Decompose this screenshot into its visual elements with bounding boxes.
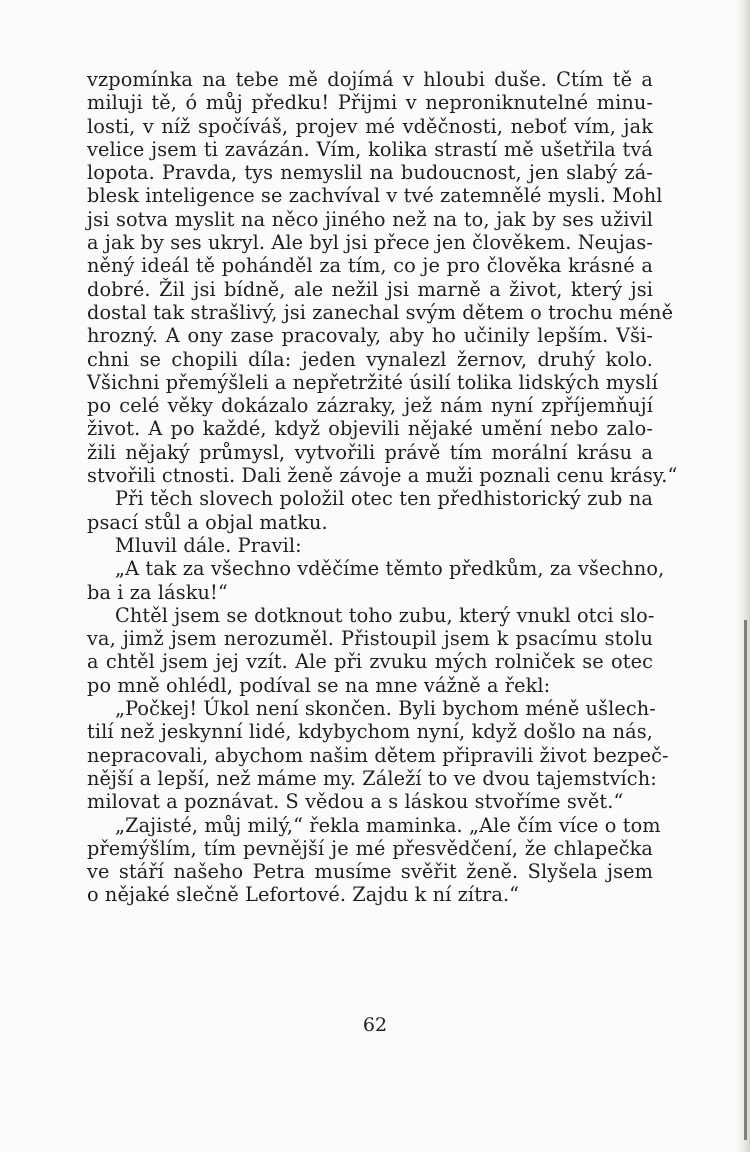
text-line: Všichni přemýšleli a nepřetržité úsilí tolika lidských myslí	[87, 370, 658, 394]
text-line: po celé věky dokázalo zázraky, jež nám nyní zpříjemňují	[87, 394, 653, 418]
page-number: 62	[362, 1014, 388, 1036]
text-line: miluji tě, ó můj předku! Přijmi v neproniknutelné minu-	[87, 91, 653, 115]
text-line: va, jimž jsem nerozuměl. Přistoupil jsem k psacímu stolu	[87, 627, 653, 651]
text-line: jsi sotva myslit na něco jiného než na to, jak by ses uživil	[87, 207, 653, 231]
text-line: losti, v níž spočíváš, projev mé vděčnosti, neboť vím, jak	[87, 114, 653, 138]
text-line: přemýšlím, tím pevnější je mé přesvědčení, že chlapečka	[87, 836, 653, 860]
text-line: chni se chopili díla: jeden vynalezl žernov, druhý kolo.	[87, 347, 653, 371]
text-line: žili nějaký průmysl, vytvořili právě tím morální krásu a	[87, 440, 653, 464]
text-line: Mluvil dále. Pravil:	[115, 533, 302, 557]
text-line: „Počkej! Úkol není skončen. Byli bychom méně ušlech-	[115, 697, 656, 721]
text-line: lopota. Pravda, tys nemyslil na budoucnost, jen slabý zá-	[87, 161, 653, 185]
text-line: něný ideál tě pohánděl za tím, co je pro člověka krásné a	[87, 254, 653, 278]
text-line: nější a lepší, než máme my. Záleží to ve dvou tajemstvích:	[87, 766, 657, 790]
text-line: psací stůl a objal matku.	[87, 510, 328, 534]
text-line: nepracovali, abychom našim dětem připravili život bezpeč-	[87, 743, 669, 767]
text-line: dobré. Žil jsi bídně, ale nežil jsi marně a život, který jsi	[87, 277, 653, 301]
text-line: po mně ohlédl, podíval se na mne vážně a řekl:	[87, 673, 551, 697]
page-edge-shadow	[736, 0, 750, 1152]
text-line: milovat a poznávat. S vědou a s láskou stvoříme svět.“	[87, 790, 624, 814]
text-line: vzpomínka na tebe mě dojímá v hloubi duše. Ctím tě a	[87, 68, 653, 91]
text-line: život. A po každé, když objevili nějaké umění nebo zalo-	[87, 417, 653, 441]
text-line: a chtěl jsem jej vzít. Ale při zvuku mých rolniček se otec	[87, 650, 653, 674]
text-line: blesk inteligence se zachvíval v tvé zatemnělé mysli. Mohl	[87, 184, 663, 208]
body-text	[87, 68, 678, 907]
text-line: dostal tak strašlivý, jsi zanechal svým dětem o trochu méně	[87, 300, 674, 324]
text-line: ba i za lásku!“	[87, 580, 228, 604]
text-line: velice jsem ti zavázán. Vím, kolika strastí mě ušetřila tvá	[87, 137, 653, 161]
text-line: stvořili ctnosti. Dali ženě závoje a muži poznali cenu krásy.“	[87, 464, 678, 488]
text-line: a jak by ses ukryl. Ale byl jsi přece jen člověkem. Neujas-	[87, 231, 653, 255]
text-line: „Zajisté, můj milý,“ řekla maminka. „Ale čím více o tom	[115, 813, 661, 837]
text-line: Při těch slovech položil otec ten předhistorický zub na	[115, 487, 653, 511]
text-line: hrozný. A ony zase pracovaly, aby ho učinily lepším. Vši-	[87, 324, 653, 348]
text-line: o nějaké slečně Lefortové. Zajdu k ní zítra.“	[87, 883, 520, 907]
text-line: ve stáří našeho Petra musíme svěřit ženě. Slyšela jsem	[87, 860, 653, 884]
text-line: Chtěl jsem se dotknout toho zubu, který vnukl otci slo-	[115, 603, 655, 627]
text-line: „A tak za všechno vděčíme těmto předkům, za všechno,	[115, 557, 665, 581]
text-line: tilí než jeskynní lidé, kdybychom nyní, když došlo na nás,	[87, 720, 653, 744]
